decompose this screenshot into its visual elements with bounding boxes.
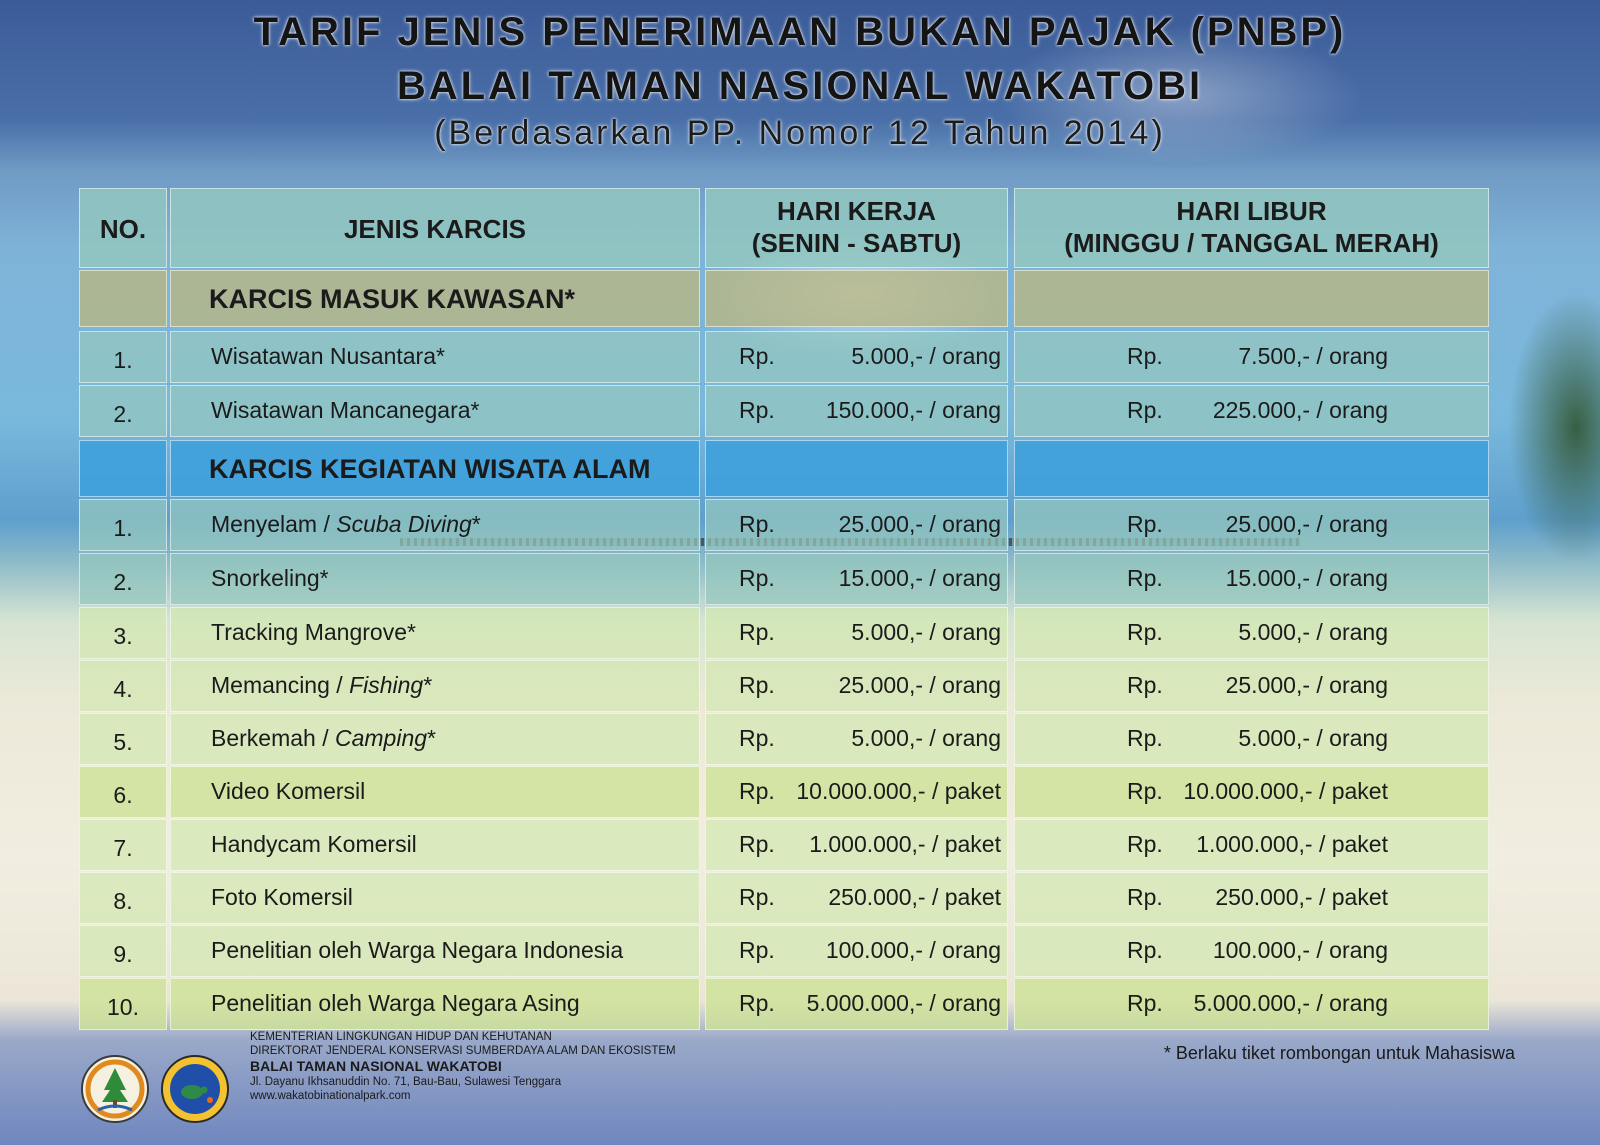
weekday-price [705,872,1008,924]
currency-label: Rp. [739,831,775,857]
currency-label: Rp. [739,511,775,537]
ministry-name: KEMENTERIAN LINGKUNGAN HIDUP DAN KEHUTANAN [250,1031,552,1043]
weekday-amount: 25.000,- / orang [838,511,1001,537]
weekday-amount: 5.000,- / orang [851,619,1001,645]
holiday-price [1014,553,1489,605]
holiday-amount: 250.000,- / paket [1215,884,1388,910]
weekday-amount: 25.000,- / orang [838,672,1001,698]
currency-label: Rp. [1127,831,1163,857]
hari-libur-line2: (MINGGU / TANGGAL MERAH) [1064,228,1439,258]
holiday-price [1014,499,1489,551]
col-header-hari-libur [1014,188,1489,268]
holiday-price [1014,660,1489,712]
weekday-amount: 5.000,- / orang [851,343,1001,369]
main-title: TARIF JENIS PENERIMAAN BUKAN PAJAK (PNBP) [253,10,1347,54]
ticket-name: Wisatawan Nusantara* [211,343,445,369]
ticket-name-italic: Camping [335,725,428,751]
wakatobi-logo-icon [160,1054,230,1124]
weekday-price [705,385,1008,437]
currency-label: Rp. [1127,725,1163,751]
row-number: 7. [79,819,167,871]
holiday-price [1014,872,1489,924]
ticket-name: Penelitian oleh Warga Negara Asing [211,990,580,1016]
section-kerja-cell [705,270,1008,327]
weekday-amount: 10.000.000,- / paket [796,778,1001,804]
currency-label: Rp. [739,884,775,910]
hari-kerja-line2: (SENIN - SABTU) [751,228,962,258]
holiday-amount: 1.000.000,- / paket [1196,831,1388,857]
weekday-amount: 5.000,- / orang [851,725,1001,751]
ticket-name-suffix: * [471,511,481,537]
weekday-amount: 250.000,- / paket [828,884,1001,910]
holiday-amount: 225.000,- / orang [1212,397,1388,423]
ticket-type [170,766,700,818]
row-number: 6. [79,766,167,818]
ticket-type [170,331,700,383]
ticket-name: Penelitian oleh Warga Negara Indonesia [211,937,624,963]
currency-label: Rp. [1127,937,1163,963]
ticket-name: Foto Komersil [211,884,353,910]
row-number: 2. [79,553,167,605]
ministry-logo-icon [80,1054,150,1124]
holiday-price [1014,925,1489,977]
ticket-name-italic: Fishing [349,672,424,698]
ticket-name-suffix: * [427,725,436,751]
ticket-name: Handycam Komersil [211,831,417,857]
currency-label: Rp. [739,565,775,591]
hari-kerja-line1: HARI KERJA [777,196,936,226]
holiday-price [1014,819,1489,871]
ticket-name: Berkemah / [211,725,335,751]
section-no-cell [79,270,167,327]
ticket-name: Tracking Mangrove* [211,619,416,645]
currency-label: Rp. [1127,672,1163,698]
row-number: 8. [79,872,167,924]
row-number: 5. [79,713,167,765]
weekday-amount: 1.000.000,- / paket [809,831,1001,857]
row-number: 3. [79,607,167,659]
tree-silhouette [1480,230,1600,590]
col-header-no: NO. [79,188,167,268]
currency-label: Rp. [739,725,775,751]
row-number: 2. [79,385,167,437]
currency-label: Rp. [1127,343,1163,369]
directorate-name: DIREKTORAT JENDERAL KONSERVASI SUMBERDAYA ALAM DAN EKOSISTEM [250,1045,676,1057]
hari-libur-line1: HARI LIBUR [1176,196,1327,226]
currency-label: Rp. [1127,990,1163,1016]
ticket-type [170,872,700,924]
website-link[interactable]: www.wakatobinationalpark.com [250,1090,411,1102]
currency-label: Rp. [739,778,775,804]
ticket-type [170,607,700,659]
ticket-type [170,819,700,871]
section-no-cell [79,440,167,497]
footer-organization [250,1030,810,1103]
ticket-type [170,499,700,551]
ticket-type [170,553,700,605]
row-number: 1. [79,331,167,383]
currency-label: Rp. [739,672,775,698]
section-libur-cell [1014,270,1489,327]
currency-label: Rp. [739,937,775,963]
holiday-amount: 5.000.000,- / orang [1193,990,1388,1016]
weekday-amount: 15.000,- / orang [838,565,1001,591]
weekday-amount: 150.000,- / orang [825,397,1001,423]
ticket-name-suffix: * [423,672,433,698]
currency-label: Rp. [1127,511,1163,537]
weekday-price [705,553,1008,605]
currency-label: Rp. [739,990,775,1016]
weekday-price [705,978,1008,1030]
holiday-price [1014,331,1489,383]
row-number: 1. [79,499,167,551]
currency-label: Rp. [1127,619,1163,645]
ticket-name-italic: Scuba Diving [336,511,472,537]
holiday-amount: 100.000,- / orang [1212,937,1388,963]
section-title-2: KARCIS KEGIATAN WISATA ALAM [170,440,700,497]
holiday-amount: 10.000.000,- / paket [1183,778,1388,804]
currency-label: Rp. [1127,565,1163,591]
currency-label: Rp. [1127,884,1163,910]
holiday-price [1014,607,1489,659]
weekday-price [705,925,1008,977]
weekday-amount: 5.000.000,- / orang [806,990,1001,1016]
weekday-price [705,499,1008,551]
currency-label: Rp. [739,397,775,423]
currency-label: Rp. [739,343,775,369]
row-number: 10. [79,978,167,1030]
section-kerja-cell [705,440,1008,497]
col-header-jenis: JENIS KARCIS [170,188,700,268]
ticket-name: Video Komersil [211,778,366,804]
ticket-name: Snorkeling* [211,565,329,591]
weekday-price [705,766,1008,818]
ticket-type [170,660,700,712]
ticket-name: Menyelam / [211,511,337,537]
ticket-name: Memancing / [211,672,350,698]
sub-title: BALAI TAMAN NASIONAL WAKATOBI [396,64,1204,108]
col-header-hari-kerja [705,188,1008,268]
holiday-amount: 25.000,- / orang [1225,511,1388,537]
weekday-price [705,819,1008,871]
office-name: BALAI TAMAN NASIONAL WAKATOBI [250,1058,502,1074]
currency-label: Rp. [1127,397,1163,423]
holiday-price [1014,766,1489,818]
row-number: 9. [79,925,167,977]
currency-label: Rp. [1127,778,1163,804]
holiday-amount: 25.000,- / orang [1225,672,1388,698]
regulation-title: (Berdasarkan PP. Nomor 12 Tahun 2014) [434,114,1166,152]
ticket-name: Wisatawan Mancanegara* [211,397,480,423]
office-address: Jl. Dayanu Ikhsanuddin No. 71, Bau-Bau, Sulawesi Tenggara [250,1076,562,1088]
holiday-amount: 5.000,- / orang [1238,725,1388,751]
weekday-price [705,660,1008,712]
ticket-type [170,978,700,1030]
group-ticket-note: * Berlaku tiket rombongan untuk Mahasiswa [1163,1043,1515,1063]
section-libur-cell [1014,440,1489,497]
holiday-price [1014,713,1489,765]
holiday-amount: 5.000,- / orang [1238,619,1388,645]
holiday-amount: 15.000,- / orang [1225,565,1388,591]
weekday-price [705,331,1008,383]
row-number: 4. [79,660,167,712]
currency-label: Rp. [739,619,775,645]
ticket-type [170,385,700,437]
weekday-price [705,713,1008,765]
holiday-price [1014,385,1489,437]
section-title-1: KARCIS MASUK KAWASAN* [170,270,700,327]
holiday-amount: 7.500,- / orang [1238,343,1388,369]
ticket-type [170,713,700,765]
holiday-price [1014,978,1489,1030]
ticket-type [170,925,700,977]
weekday-amount: 100.000,- / orang [825,937,1001,963]
weekday-price [705,607,1008,659]
